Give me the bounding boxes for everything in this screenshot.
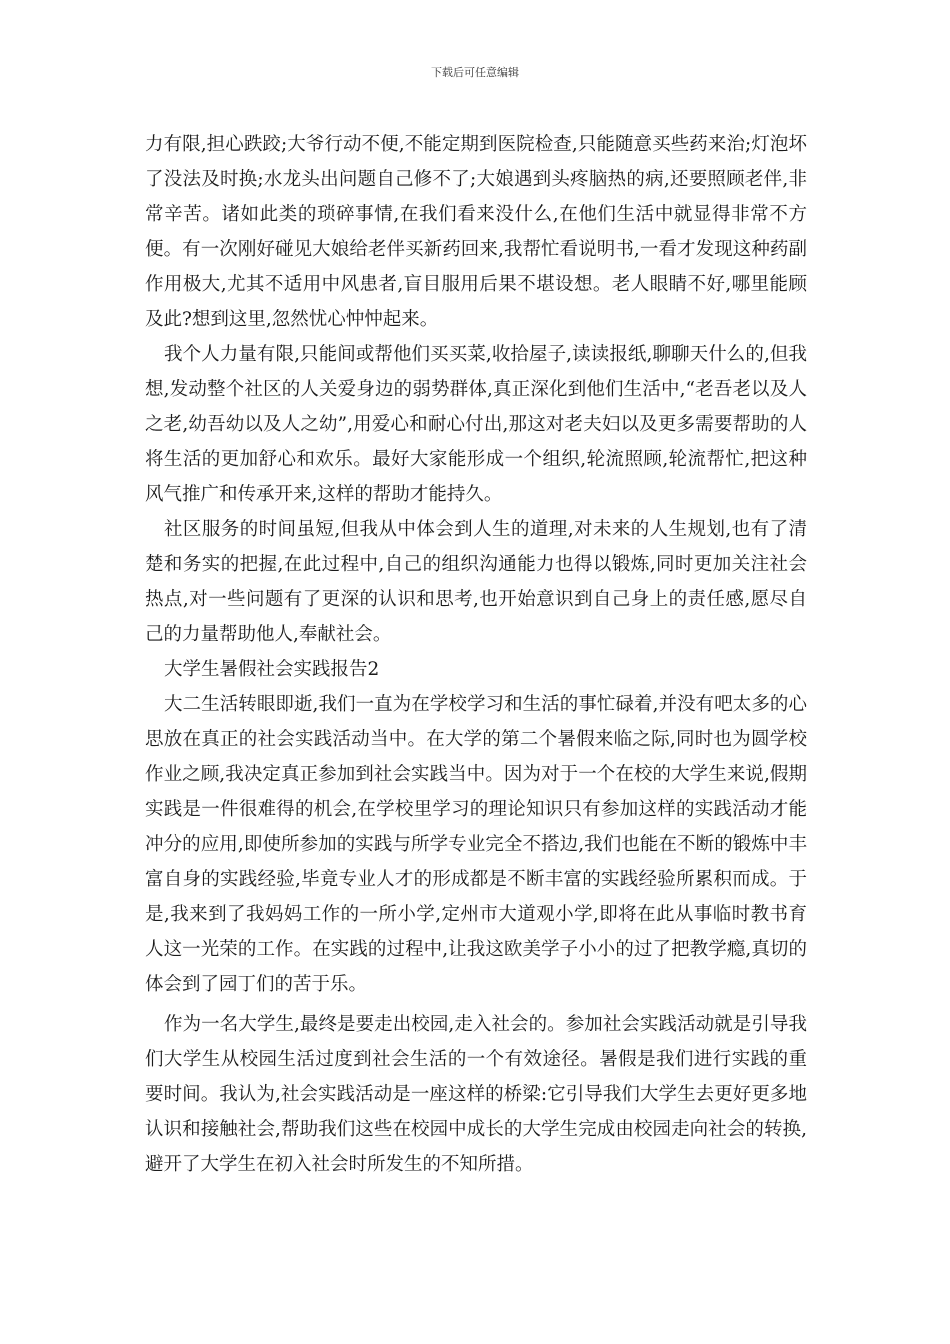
section-title-report-2: 大学生暑假社会实践报告2 [164, 659, 380, 680]
paragraph-continued: 力有限,担心跌跤;大爷行动不便,不能定期到医院检查,只能随意买些药来治;灯泡坏了没法及时换;水龙头出问题自己修不了;大娘遇到头疼脑热的病,还要照顾老伴,非常辛苦。诸如此类的琐碎事情,在我们看来没什么,在他们生活中就显得非常不方便。有一次刚好碰见大娘给老伴买新药回来,我帮忙看说明书,一看才发现这种药副作用极大,尤其不适用中风患者,盲目服用后果不堪设想。老人眼睛不好,哪里能顾及此?想到这里,忽然忧心忡忡起来。 [145, 134, 807, 330]
paragraph-sophomore-life: 大二生活转眼即逝,我们一直为在学校学习和生活的事忙碌着,并没有吧太多的心思放在真正的社会实践活动当中。在大学的第二个暑假来临之际,同时也为圆学校作业之顾,我决定真正参加到社会实践当中。因为对于一个在校的大学生来说,假期实践是一件很难得的机会,在学校里学习的理论知识只有参加这样的实践活动才能冲分的应用,即使所参加的实践与所学专业完全不搭边,我们也能在不断的锻炼中丰富自身的实践经验,毕竟专业人才的形成都是不断丰富的实践经验所累积而成。于是,我来到了我妈妈工作的一所小学,定州市大道观小学,即将在此从事临时教书育人这一光荣的工作。在实践的过程中,让我这欧美学子小小的过了把教学瘾,真切的体会到了园丁们的苦于乐。 [145, 694, 807, 995]
paragraph-community-service: 社区服务的时间虽短,但我从中体会到人生的道理,对未来的人生规划,也有了清楚和务实的把握,在此过程中,自己的组织沟通能力也得以锻炼,同时更加关注社会热点,对一些问题有了更深的认识和思考,也开始意识到自己身上的责任感,愿尽自己的力量帮助他人,奉献社会。 [145, 519, 807, 645]
page-header: 下载后可任意编辑 [431, 66, 519, 79]
paragraph-volunteer-help: 我个人力量有限,只能间或帮他们买买菜,收拾屋子,读读报纸,聊聊天什么的,但我想,发动整个社区的人关爱身边的弱势群体,真正深化到他们生活中,“老吾老以及人之老,幼吾幼以及人之幼”,用爱心和耐心付出,那这对老夫妇以及更多需要帮助的人将生活的更加舒心和欢乐。最好大家能形成一个组织,轮流照顾,轮流帮忙,把这种风气推广和传承开来,这样的帮助才能持久。 [145, 344, 807, 505]
document-body [145, 127, 807, 1182]
paragraph-social-practice: 作为一名大学生,最终是要走出校园,走入社会的。参加社会实践活动就是引导我们大学生从校园生活过度到社会生活的一个有效途径。暑假是我们进行实践的重要时间。我认为,社会实践活动是一座这样的桥梁:它引导我们大学生去更好更多地认识和接触社会,帮助我们这些在校园中成长的大学生完成由校园走向社会的转换,避开了大学生在初入社会时所发生的不知所措。 [145, 1014, 807, 1175]
